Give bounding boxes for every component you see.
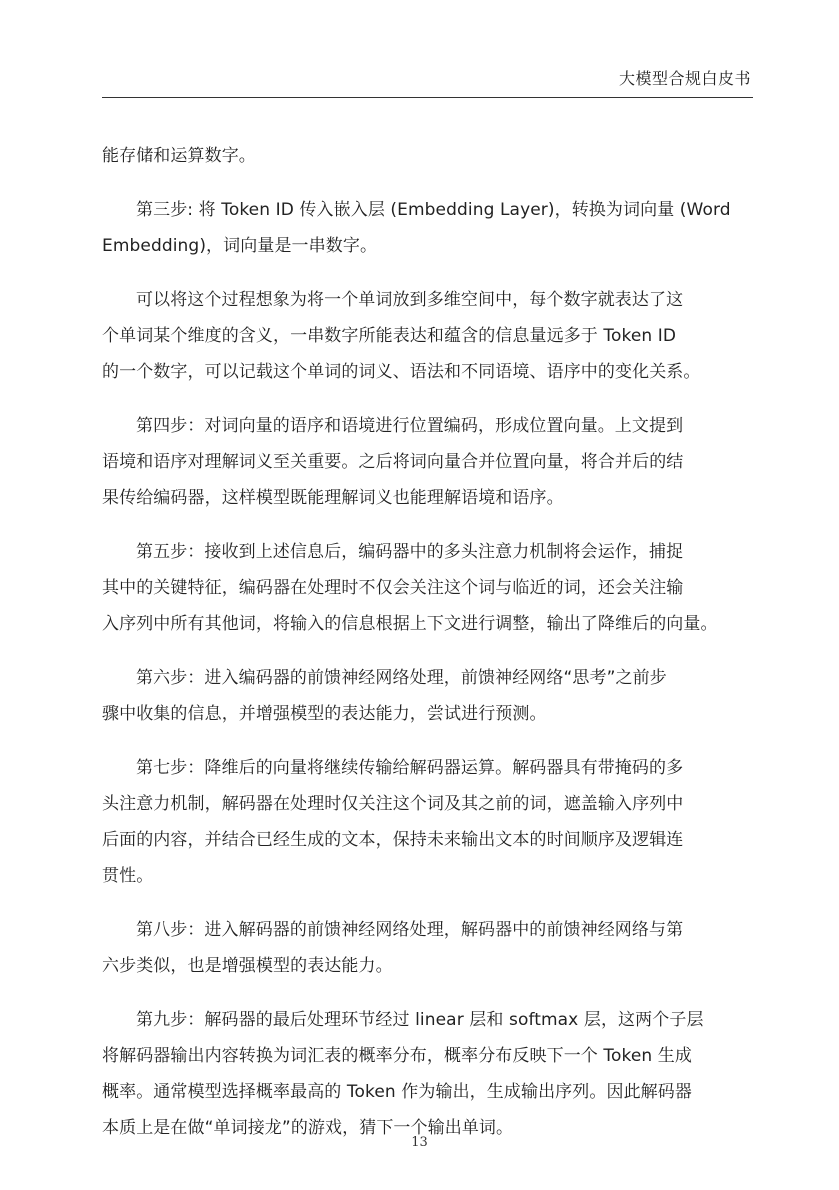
text-line: 第八步：进入解码器的前馈神经网络处理，解码器中的前馈神经网络与第 — [136, 920, 684, 940]
header-title: 大模型合规白皮书 — [618, 69, 751, 88]
text-line: 入序列中所有其他词，将输入的信息根据上下文进行调整，输出了降维后的向量。 — [102, 614, 718, 634]
paragraph-gap — [102, 642, 754, 660]
text-line: 个单词某个维度的含义，一串数字所能表达和蕴含的信息量远多于 Token ID — [102, 326, 677, 346]
text-line: 的一个数字，可以记载这个单词的词义、语法和不同语境、语序中的变化关系。 — [102, 362, 701, 382]
text-line: 第七步：降维后的向量将继续传输给解码器运算。解码器具有带掩码的多 — [136, 758, 684, 778]
text-line: 头注意力机制，解码器在处理时仅关注这个词及其之前的词，遮盖输入序列中 — [102, 794, 684, 814]
text-line: 第四步：对词向量的语序和语境进行位置编码，形成位置向量。上文提到 — [136, 416, 684, 436]
text-line: 概率。通常模型选择概率最高的 Token 作为输出，生成输出序列。因此解码器 — [102, 1082, 692, 1102]
paragraph-gap — [102, 984, 754, 1002]
paragraph-gap — [102, 174, 754, 192]
text-line: 果传给编码器，这样模型既能理解词义也能理解语境和语序。 — [102, 488, 564, 508]
paragraph-gap — [102, 732, 754, 750]
text-line: 可以将这个过程想象为将一个单词放到多维空间中，每个数字就表达了这 — [136, 290, 684, 310]
text-line: 六步类似，也是增强模型的表达能力。 — [102, 956, 393, 976]
text-line: Embedding)，词向量是一串数字。 — [102, 236, 378, 256]
text-line: 第三步: 将 Token ID 传入嵌入层 (Embedding Layer)，转换为词向量 (Word — [136, 200, 731, 220]
paragraph-gap — [102, 264, 754, 282]
text-line: 本质上是在做“单词接龙”的游戏，猜下一个输出单词。 — [102, 1118, 514, 1138]
text-line: 骤中收集的信息，并增强模型的表达能力，尝试进行预测。 — [102, 704, 547, 724]
paragraph-gap — [102, 516, 754, 534]
paragraph-gap — [102, 894, 754, 912]
text-line: 第六步：进入编码器的前馈神经网络处理，前馈神经网络“思考”之前步 — [136, 668, 667, 688]
page-number: 13 — [411, 1135, 428, 1150]
text-line: 语境和语序对理解词义至关重要。之后将词向量合并位置向量，将合并后的结 — [102, 452, 684, 472]
text-line: 贯性。 — [102, 866, 154, 886]
text-line: 后面的内容，并结合已经生成的文本，保持未来输出文本的时间顺序及逻辑连 — [102, 830, 684, 850]
text-line: 第九步：解码器的最后处理环节经过 linear 层和 softmax 层，这两个子层 — [136, 1010, 704, 1030]
text-line: 将解码器输出内容转换为词汇表的概率分布，概率分布反映下一个 Token 生成 — [102, 1046, 692, 1066]
text-line: 能存储和运算数字。 — [102, 146, 256, 166]
text-line: 第五步：接收到上述信息后，编码器中的多头注意力机制将会运作，捕捉 — [136, 542, 684, 562]
text-line: 其中的关键特征，编码器在处理时不仅会关注这个词与临近的词，还会关注输 — [102, 578, 684, 598]
paragraph-gap — [102, 390, 754, 408]
body-text — [102, 138, 754, 1146]
header-divider — [102, 97, 753, 98]
